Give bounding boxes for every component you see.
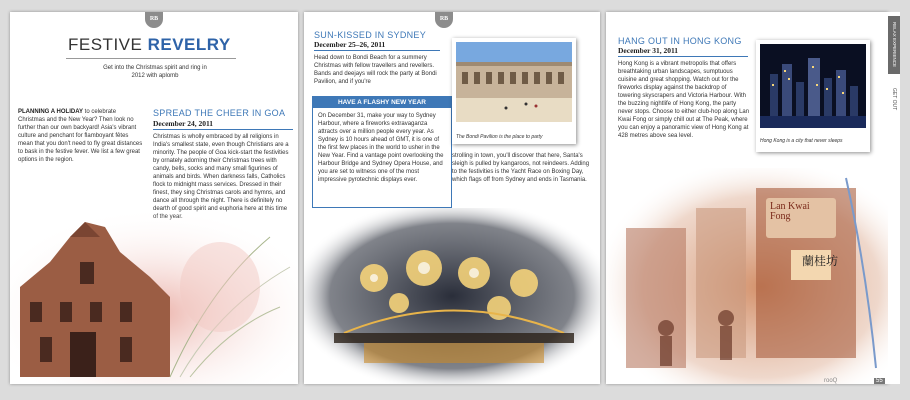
bondi-photo-caption: The Bondi Pavilion is the place to party <box>456 134 543 140</box>
hk-skyline-photo <box>760 44 866 128</box>
page-hong-kong <box>606 12 888 384</box>
page-goa <box>10 12 298 384</box>
goa-date: December 24, 2011 <box>153 119 214 128</box>
goa-church-illustration <box>10 207 298 384</box>
goa-rule <box>153 129 293 130</box>
title-plain: FESTIVE <box>68 35 148 54</box>
hk-body: Hong Kong is a vibrant metropolis that offers breathtaking urban landscapes, sumptuous cuisine and great shopping. Watch out for the fireworks display against the backdrop of towering skyscrapers and Victoria Harbour. With the buzzing nightlife of Hong Kong, the party never stops. Choose to either club-hop along Lan Kwai Fong or simply chill out at The Peak, where you can enjoy a panoramic view of Hong Kong at 428 metres above sea level. <box>618 61 750 139</box>
lan-kwai-fong-sign <box>770 202 810 222</box>
page-title <box>68 35 231 55</box>
section-tab: RELAX EXPERIENCE <box>888 16 900 74</box>
get-out-label: GET OUT <box>891 87 897 111</box>
goa-body: Christmas is wholly embraced by all religions in India's smallest state, even though Christians are a minority. The people of Goa kick-start the festivities by ornately adorning their Christmas trees with candy, bells, socks and many small figurines of animals and birds. When darkness falls, Catholics flock to midnight mass services. Dressed in their finest, they sing Christmas carols and hymns, and dance all through the night. There is definitely no <box>153 134 289 204</box>
footer-page-number: 55 <box>876 378 883 384</box>
subtitle-line-1: Get into the Christmas spirit and ring in <box>103 65 207 71</box>
hk-date: December 31, 2011 <box>618 46 679 55</box>
new-year-box <box>312 96 452 208</box>
intro-paragraph <box>18 108 144 164</box>
bondi-pavilion-photo <box>456 42 572 122</box>
sign-line-1: Lan Kwai <box>770 201 810 212</box>
sydney-continued: strolling in town, you'll discover that here, Santa's sleigh is pulled by kangaroos, not reindeers. Adding to the festivities is the Yacht Race on Boxing Day, which flags off from Sydney and ends in Tasmania. <box>452 153 590 183</box>
sydney-heading: SUN-KISSED IN SYDNEY <box>314 30 427 40</box>
subtitle <box>80 64 230 80</box>
hk-photo-card <box>756 40 870 152</box>
magazine-logo: RB <box>145 12 163 28</box>
new-year-box-heading: HAVE A FLASHY NEW YEAR <box>313 97 451 108</box>
hk-heading: HANG OUT IN HONG KONG <box>618 36 742 46</box>
page-sydney <box>304 12 600 384</box>
hk-rule <box>618 56 748 57</box>
sydney-fireworks-illustration <box>304 208 600 384</box>
sign-line-2: Fong <box>770 211 791 222</box>
sydney-date: December 25–26, 2011 <box>314 40 386 49</box>
footer-brand: rooQ <box>824 378 838 384</box>
title-rule <box>66 58 236 59</box>
magazine-logo: RB <box>435 12 453 28</box>
title-accent: REVELRY <box>147 35 231 54</box>
lan-kwai-fong-illustration <box>606 168 888 384</box>
sydney-intro: Head down to Bondi Beach for a summery Christmas with fellow travellers and revellers. Bands and deejays will rock the party at Bondi Pavilion, and if you're <box>314 55 437 85</box>
lan-kwai-fong-chinese-sign: 蘭桂坊 <box>802 254 839 268</box>
subtitle-line-2: 2012 with aplomb <box>131 73 179 79</box>
bondi-photo-card <box>452 38 576 144</box>
goa-heading: SPREAD THE CHEER IN GOA <box>153 108 286 118</box>
hk-photo-caption: Hong Kong is a city that never sleeps <box>760 138 843 144</box>
intro-lead: PLANNING A HOLIDAY <box>18 109 84 115</box>
new-year-box-body: On December 31, make your way to Sydney Harbour, where a fireworks extravaganza attracts over a million people every year. As Sydney is 10 hours ahead of GMT, it is one of the first few places in the world to usher in the New Year. Find a vantage point overlooking the Harbour Bridge and Sydney Opera House, and you are set to witness one of the most impressive pyrotechnic displays ever. <box>318 113 444 183</box>
intro-body: to celebrate Christmas and the New Year? Then look no further than our own backyard! Asia's vibrant culture and penchant for flamboyant fêtes mean that you don't need to fly great distances to bask in the festive fever. We list a few great options in the region. <box>18 109 143 163</box>
sydney-rule <box>314 50 440 51</box>
